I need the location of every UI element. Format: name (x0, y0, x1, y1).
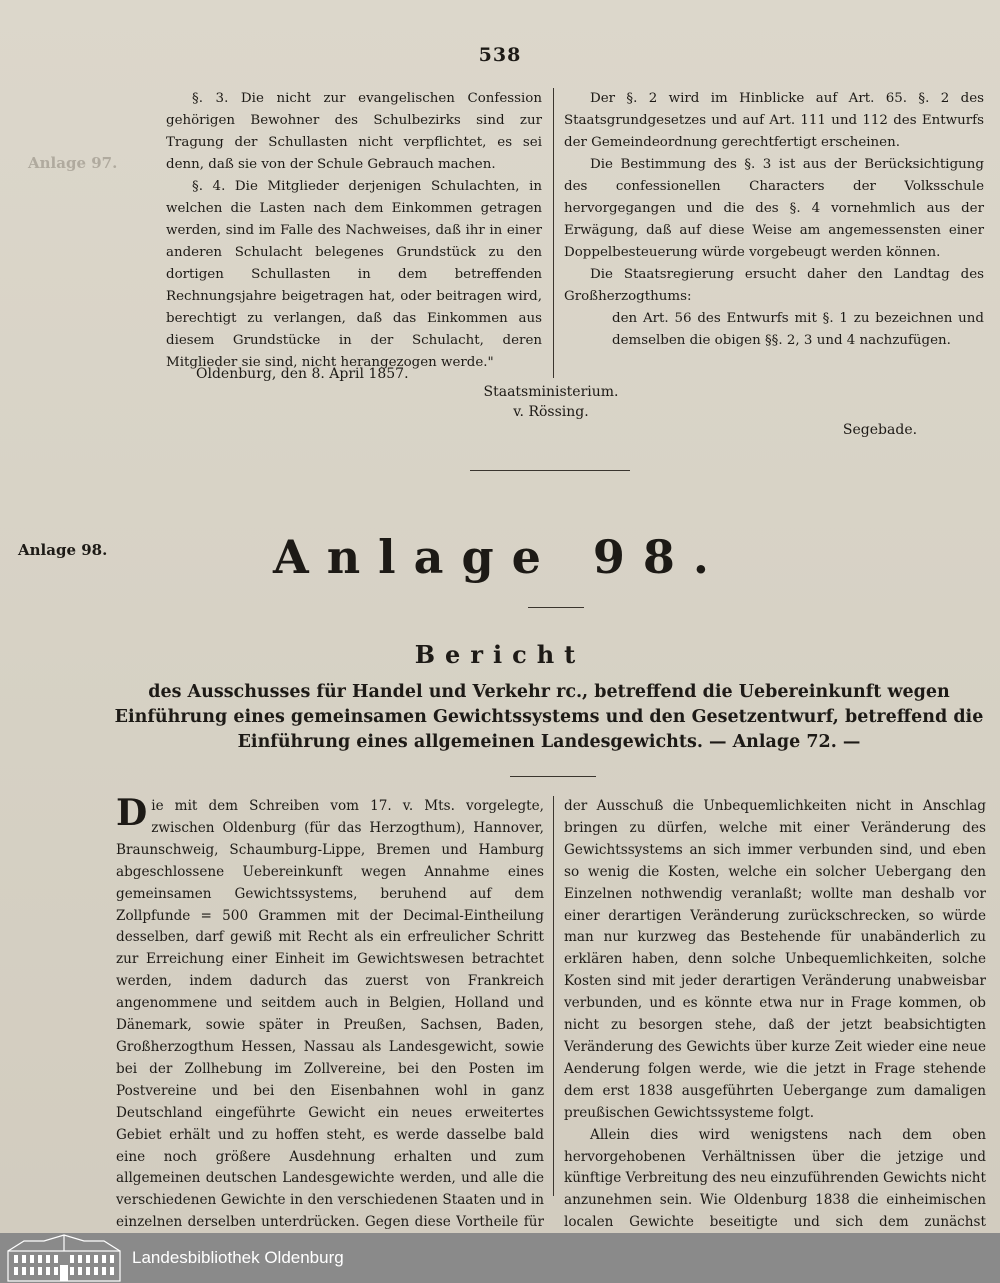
page-number: 538 (478, 44, 522, 66)
show-through-text (560, 300, 980, 740)
column-divider-top (553, 88, 554, 378)
library-building-icon (4, 1233, 124, 1283)
top-right-column (564, 88, 984, 352)
separator-rule (470, 470, 630, 471)
library-name: Landesbibliothek Oldenburg (132, 1248, 344, 1267)
footer-bar (0, 1233, 1000, 1283)
signature-minister: v. Rössing. (513, 404, 589, 420)
paragraph-request-detail: den Art. 56 des Entwurfs mit §. 1 zu bezeichnen und demselben die obigen §§. 2, 3 und 4 nachzufügen. (612, 311, 984, 348)
top-left-column (166, 88, 542, 374)
body-right-paragraph-2: Allein dies wird wenigstens nach dem oben hervorgehobenen Verhältnissen über die jetzige und künftige Verbreitung des neu einzuführenden Gewichts nicht anzunehmen sein. Wie Oldenburg 1838 die einheimischen localen Gewichte beseitigte und sich dem zunächst (564, 1126, 986, 1231)
margin-label-anlage-97: Anlage 97. (28, 154, 118, 172)
paragraph-section-2-note: Der §. 2 wird im Hinblicke auf Art. 65. §. 2 des Staatsgrundgesetzes und auf Art. 111 und 112 des Entwurfs der Gemeindeordnung gerechtfertigt erscheinen. (564, 91, 984, 150)
paragraph-section-4: §. 4. Die Mitglieder derjenigen Schulachten, in welchen die Lasten nach dem Einkommen getragen werden, sind im Falle des Nachweises, daß ihr in einer anderen Schulacht belegenes Grundstück zu den dortigen Schullasten in dem betreffenden Rechnungsjahre beigetragen hat, oder beitragen wird, berechtigt zu verlangen, daß das Einkommen aus diesem Grundstücke in der Schulacht, deren Mitglieder sie sind, nicht herangezogen werde." (166, 179, 542, 370)
drop-cap: D (116, 792, 148, 834)
paragraph-request: Die Staatsregierung ersucht daher den Landtag des Großherzogthums: (564, 267, 984, 304)
bericht-heading: Bericht (414, 640, 586, 669)
signature-ministry: Staatsministerium. (483, 384, 619, 400)
report-subtitle: des Ausschusses für Handel und Verkehr rc., betreffend die Uebereinkunft wegen Einführung eines gemeinsamen Gewichtssystems und den Gesetzentwurf, betreffend die Einführung eines allgemeinen Landesgewichts. — Anlage 72. — (114, 682, 984, 752)
margin-label-anlage-98: Anlage 98. (18, 541, 108, 559)
separator-rule-body (510, 776, 596, 777)
column-divider-body (553, 796, 554, 1196)
paragraph-section-3-4-note: Die Bestimmung des §. 3 ist aus der Berücksichtigung des confessionellen Characters der Volksschule hervorgegangen und die des §. 4 vornehmlich aus der Erwägung, daß auf diese Weise am angemessensten einer Doppelbesteuerung würde vorgebeugt werden können. (564, 157, 984, 260)
anlage-heading: Anlage 98. (273, 530, 727, 584)
body-left-text: ie mit dem Schreiben vom 17. v. Mts. vorgelegte, zwischen Oldenburg (für das Herzogthum), Hannover, Braunschweig, Schaumburg-Lippe, Bremen und Hamburg abgeschlossene Uebereinkunft wegen Annahme eines gemeinsamen Gewichtssystems, beruhend auf dem Zollpfunde = 500 Grammen mit der Decimal-Eintheilung desselben, darf gewiß mit Recht als ein erfreulicher Schritt zur Erreichung einer Einheit im Gewichtswesen betrachtet werden, indem dadurch das zuerst von Frankreich angenommene und seitdem auch in Belgien, Holland und Dänemark, sowie später in Preußen, Sachsen, Baden, Großherzogthum Hessen, Nassau als Landesgewicht, sowie bei der Zollhebung im Zollvereine, bei den Posten im Postvereine und bei den Eisenbahnen wohl in ganz Deutschland eingeführte Gewicht ein neues erweitertes Gebiet erhält und zu hoffen steht, es werde dasselbe bald eine noch größere Ausdehnung erhalten und zum allgemeinen deutschen Landesgewichte werden, und alle die verschiedenen Gewichte in den verschiedenen Staaten und in einzelnen derselben unterdrücken. Gegen diese Vortheile für (116, 798, 544, 1231)
date-line: Oldenburg, den 8. April 1857. (196, 366, 409, 382)
body-right-column (564, 796, 986, 1256)
body-left-column (116, 792, 544, 1256)
paragraph-section-3: §. 3. Die nicht zur evangelischen Confession gehörigen Bewohner des Schulbezirks sind zur Tragung der Schullasten nicht verpflichtet, es sei denn, daß sie von der Schule Gebrauch machen. (166, 91, 542, 172)
signature-secretary: Segebade. (842, 422, 918, 438)
separator-rule-short (528, 607, 584, 608)
body-right-paragraph-1: der Ausschuß die Unbequemlichkeiten nicht in Anschlag bringen zu dürfen, welche mit einer Veränderung des Gewichtssystems an sich immer verbunden sind, und eben so wenig die Kosten, welche ein solcher Uebergang den Einzelnen nothwendig veranlaßt; wollte man deshalb vor einer derartigen Veränderung zurückschrecken, so würde man nur kurzweg das Bestehende für unabänderlich zu erklären haben, denn solche Unbequemlichkeiten, solche Kosten sind mit jeder derartigen Veränderung unabweisbar verbunden, und es könnte etwa nur in Frage kommen, ob nicht zu besorgen stehe, daß der jetzt beabsichtigten Veränderung des Gewichts über kurze Zeit wieder eine neue Aenderung folgen werde, wie die jetzt in Frage stehende dem erst 1838 ausgeführten Uebergange zum damaligen preußischen Gewichtssysteme folgt. (564, 798, 986, 1121)
